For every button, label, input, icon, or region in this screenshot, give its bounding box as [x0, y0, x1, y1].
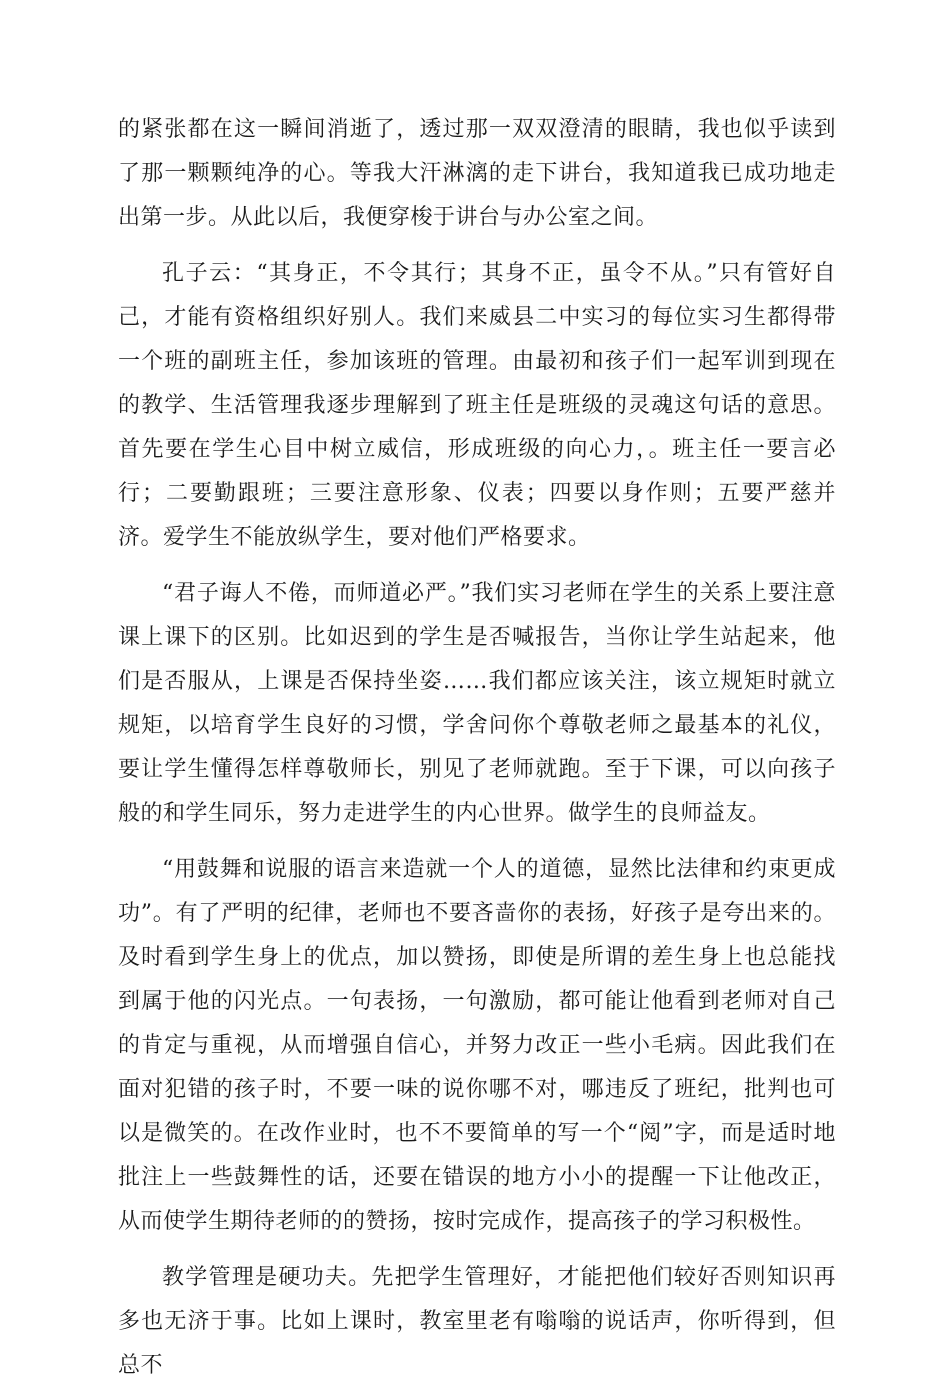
- paragraph-praise: “用鼓舞和说服的语言来造就一个人的道德，显然比法律和约束更成功”。有了严明的纪律，老师也不要吝啬你的表扬，好孩子是夸出来的。及时看到学生身上的优点，加以赞扬，即使是所谓的差生身上也总能找到属于他的闪光点。一句表扬，一句激励，都可能让他看到老师对自己的肯定与重视，从而增强自信心，并努力改正一些小毛病。因此我们在面对犯错的孩子时，不要一味的说你哪不对，哪违反了班纪，批判也可以是微笑的。在改作业时，也不不要简单的写一个“阅”字，而是适时地批注上一些鼓舞性的话，还要在错误的地方小小的提醒一下让他改正，从而使学生期待老师的的赞扬，按时完成作，提高孩子的学习积极性。: [118, 857, 836, 1234]
- paragraph-teaching-management: 教学管理是硬功夫。先把学生管理好，才能把他们较好否则知识再多也无济于事。比如上课时，教室里老有嗡嗡的说话声，你听得到，但总不: [118, 1265, 836, 1378]
- paragraph-continued: 的紧张都在这一瞬间消逝了，透过那一双双澄清的眼睛，我也似乎读到了那一颗颗纯净的心。等我大汗淋漓的走下讲台，我知道我已成功地走出第一步。从此以后，我便穿梭于讲台与办公室之间。: [118, 117, 836, 230]
- document-body: [118, 108, 836, 1388]
- paragraph-confucius: 孔子云：“其身正，不令其行；其身不正，虽令不从。”只有管好自己，才能有资格组织好别人。我们来威县二中实习的每位实习生都得带一个班的副班主任，参加该班的管理。由最初和孩子们一起军训到现在的教学、生活管理我逐步理解到了班主任是班级的灵魂这句话的意思。首先要在学生心目中树立威信，形成班级的向心力，。班主任一要言必行；二要勤跟班；三要注意形象、仪表；四要以身作则；五要严慈并济。爱学生不能放纵学生，要对他们严格要求。: [118, 261, 836, 550]
- paragraph-teacher-discipline: “君子诲人不倦，而师道必严。”我们实习老师在学生的关系上要注意课上课下的区别。比如迟到的学生是否喊报告，当你让学生站起来，他们是否服从，上课是否保持坐姿……我们都应该关注，该立规矩时就立规矩，以培育学生良好的习惯，学舍问你个尊敬老师之最基本的礼仪，要让学生懂得怎样尊敬师长，别见了老师就跑。至于下课，可以向孩子般的和学生同乐，努力走进学生的内心世界。做学生的良师益友。: [118, 581, 836, 826]
